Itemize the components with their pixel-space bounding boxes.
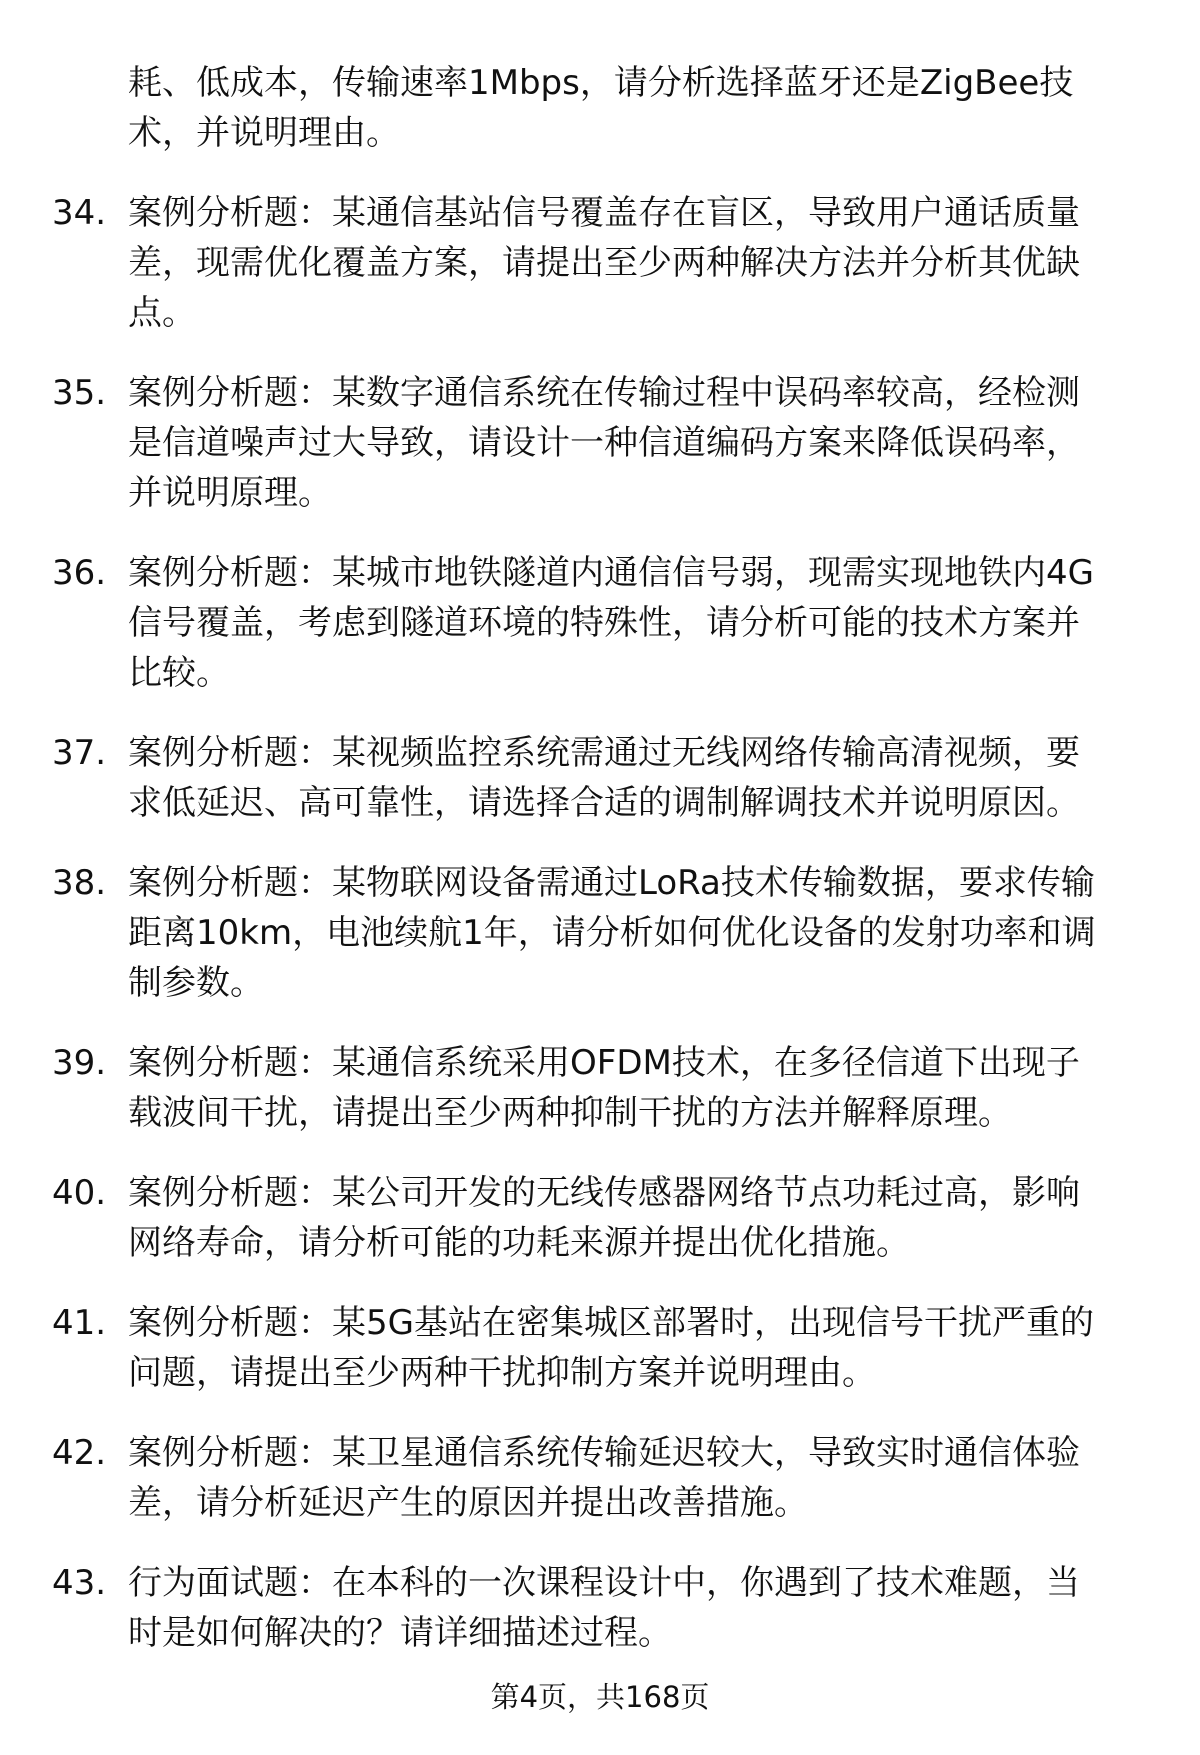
question-text-line: 差，现需优化覆盖方案，请提出至少两种解决方法并分析其优缺	[128, 243, 1080, 283]
question-item	[0, 858, 1200, 1008]
question-number: 41.	[52, 1303, 107, 1343]
question-number: 38.	[52, 863, 107, 903]
question-text-line: 是信道噪声过大导致，请设计一种信道编码方案来降低误码率，	[128, 423, 1080, 463]
question-text-line: 案例分析题：某视频监控系统需通过无线网络传输高清视频，要	[128, 733, 1080, 773]
question-item	[0, 1558, 1200, 1658]
question-item	[0, 368, 1200, 518]
question-text-line: 案例分析题：某公司开发的无线传感器网络节点功耗过高，影响	[128, 1173, 1080, 1213]
question-number: 40.	[52, 1173, 107, 1213]
question-number: 42.	[52, 1433, 107, 1473]
question-number: 36.	[52, 553, 107, 593]
page-number: 第4页，共168页	[490, 1680, 710, 1714]
question-text-line: 问题，请提出至少两种干扰抑制方案并说明理由。	[128, 1353, 876, 1393]
question-list	[0, 58, 1200, 1658]
question-text-line: 制参数。	[128, 963, 264, 1003]
question-number: 35.	[52, 373, 107, 413]
question-text-line: 时是如何解决的？请详细描述过程。	[128, 1613, 672, 1653]
question-item	[0, 548, 1200, 698]
question-number: 43.	[52, 1563, 107, 1603]
question-number: 39.	[52, 1043, 107, 1083]
question-text-line: 网络寿命，请分析可能的功耗来源并提出优化措施。	[128, 1223, 910, 1263]
question-item	[0, 1428, 1200, 1528]
question-text-line: 载波间干扰，请提出至少两种抑制干扰的方法并解释原理。	[128, 1093, 1012, 1133]
question-text-line: 信号覆盖，考虑到隧道环境的特殊性，请分析可能的技术方案并	[128, 603, 1080, 643]
question-number: 34.	[52, 193, 107, 233]
question-text-line: 距离10km，电池续航1年，请分析如何优化设备的发射功率和调	[128, 913, 1096, 953]
question-text-line: 案例分析题：某卫星通信系统传输延迟较大，导致实时通信体验	[128, 1433, 1080, 1473]
question-item	[0, 188, 1200, 338]
question-text-line: 点。	[128, 293, 196, 333]
question-text-line: 术，并说明理由。	[128, 113, 400, 153]
question-item	[0, 1168, 1200, 1268]
question-text-line: 案例分析题：某通信系统采用OFDM技术，在多径信道下出现子	[128, 1043, 1080, 1083]
question-continuation	[0, 58, 1200, 158]
question-text-line: 案例分析题：某城市地铁隧道内通信信号弱，现需实现地铁内4G	[128, 553, 1094, 593]
question-text-line: 案例分析题：某5G基站在密集城区部署时，出现信号干扰严重的	[128, 1303, 1094, 1343]
question-text-line: 案例分析题：某通信基站信号覆盖存在盲区，导致用户通话质量	[128, 193, 1080, 233]
question-text-line: 案例分析题：某数字通信系统在传输过程中误码率较高，经检测	[128, 373, 1080, 413]
question-text-line: 耗、低成本，传输速率1Mbps，请分析选择蓝牙还是ZigBee技	[128, 63, 1074, 103]
question-text-line: 案例分析题：某物联网设备需通过LoRa技术传输数据，要求传输	[128, 863, 1095, 903]
question-text-line: 求低延迟、高可靠性，请选择合适的调制解调技术并说明原因。	[128, 783, 1080, 823]
question-item	[0, 728, 1200, 828]
question-item	[0, 1038, 1200, 1138]
question-text-line: 行为面试题：在本科的一次课程设计中，你遇到了技术难题，当	[128, 1563, 1080, 1603]
question-number: 37.	[52, 733, 107, 773]
question-text-line: 并说明原理。	[128, 473, 332, 513]
question-item	[0, 1298, 1200, 1398]
question-text-line: 差，请分析延迟产生的原因并提出改善措施。	[128, 1483, 808, 1523]
question-text-line: 比较。	[128, 653, 230, 693]
